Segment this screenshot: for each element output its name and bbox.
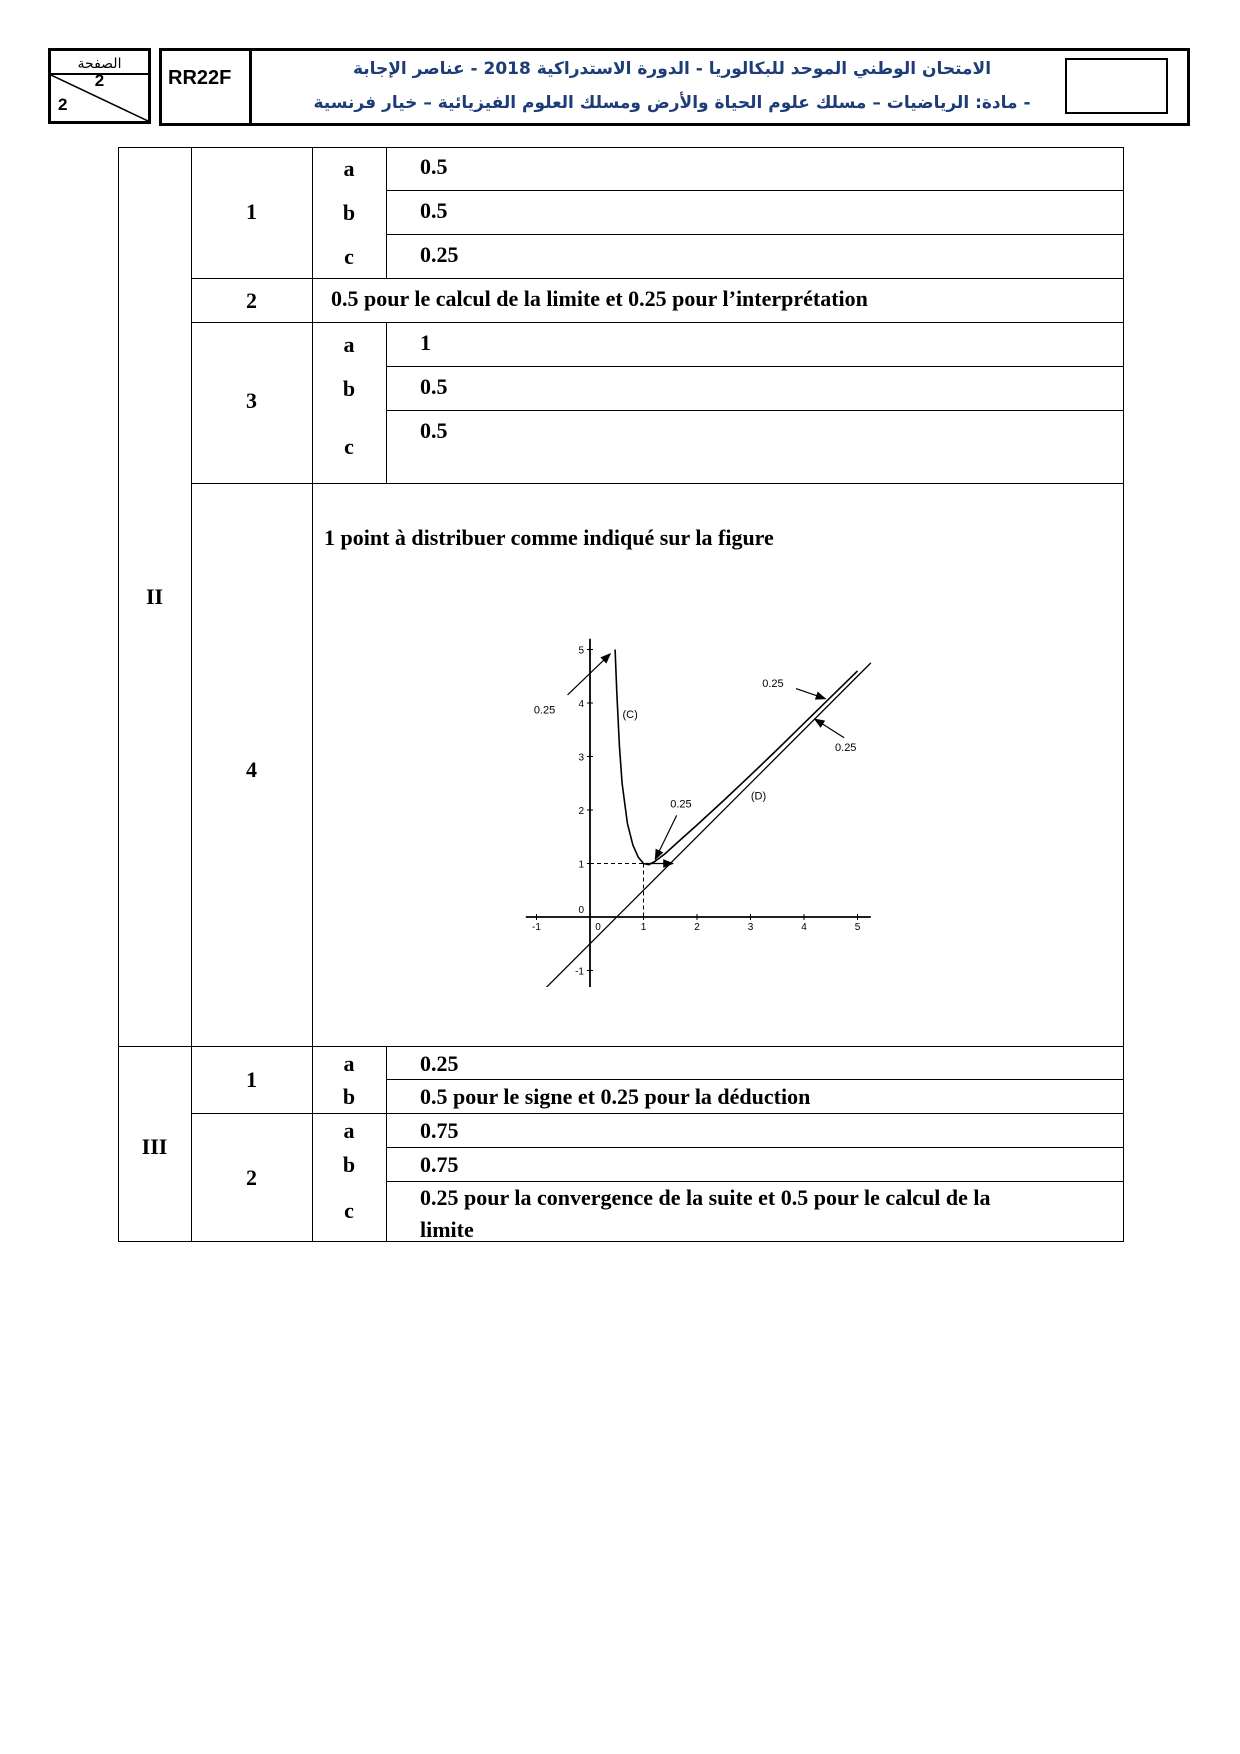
x-tick-label: 0 <box>595 922 601 933</box>
annotation-arrow <box>568 654 611 695</box>
table-border-right <box>1123 147 1124 1241</box>
curve-C <box>615 650 857 865</box>
col-sep-3c <box>386 1046 387 1241</box>
item-label: a <box>343 332 355 357</box>
x-tick-label: 5 <box>854 922 861 933</box>
annotation-label: 0.25 <box>835 742 857 755</box>
x-tick-label: -1 <box>532 922 541 933</box>
row-sep <box>386 366 1124 367</box>
question-number: 2 <box>246 288 257 313</box>
exercise-label-III: III <box>141 1134 168 1159</box>
score-value: 0.25 <box>420 242 459 267</box>
row-sep <box>386 410 1124 411</box>
y-tick-label: 2 <box>578 806 584 817</box>
exam-title: الامتحان الوطني الموحد للبكالوريا - الدورة الاستدراكية 2018 - عناصر الإجابة <box>352 59 992 79</box>
score-value: 0.25 <box>420 1051 459 1076</box>
score-value: 0.5 <box>420 374 448 399</box>
question-number: 1 <box>246 1067 257 1092</box>
line-D <box>537 663 871 987</box>
exercise-label-II: II <box>145 584 164 609</box>
page-number: 2 <box>94 71 105 90</box>
col-sep-3b <box>386 322 387 483</box>
x-tick-label: 3 <box>747 922 754 933</box>
table-border-top <box>118 147 1124 148</box>
header-empty-box <box>1065 58 1168 114</box>
graph-ticks <box>532 646 861 978</box>
y-tick-label: 0 <box>578 905 584 916</box>
annotation-label: 0.25 <box>533 704 556 717</box>
row-sep <box>386 190 1124 191</box>
graph-series <box>537 650 871 988</box>
page-label: الصفحة <box>77 56 122 72</box>
y-tick-label: 5 <box>578 645 584 657</box>
item-label: a <box>343 1118 355 1143</box>
score-value: 0.5 <box>420 198 448 223</box>
item-label: b <box>342 200 356 225</box>
table-border-left <box>118 147 119 1241</box>
item-label: a <box>343 1051 355 1076</box>
subject-code-cell <box>162 51 252 123</box>
question-number: 1 <box>246 199 257 224</box>
annotation-label: (C) <box>622 708 638 721</box>
annotation-label: 0.25 <box>670 798 692 811</box>
annotation-arrow <box>796 689 825 699</box>
question-number: 3 <box>246 388 257 413</box>
score-description: 0.5 pour le calcul de la limite et 0.25 pour l’interprétation <box>331 286 868 311</box>
annotation-label: 0.25 <box>762 677 784 690</box>
score-value: 0.75 <box>420 1152 459 1177</box>
y-tick-label: 3 <box>578 752 584 764</box>
item-label: b <box>342 376 356 401</box>
row-sep <box>191 278 1124 279</box>
row-sep <box>191 322 1124 323</box>
score-value: 0.5 <box>420 418 448 443</box>
item-label: a <box>343 156 355 181</box>
exam-header <box>159 48 1190 126</box>
y-tick-label: 1 <box>578 859 584 871</box>
subject-code: RR22F <box>168 67 232 89</box>
score-description: 1 point à distribuer comme indiqué sur la figure <box>324 525 774 550</box>
score-value: 0.5 <box>420 154 448 179</box>
graph-svg <box>520 617 880 987</box>
function-graph <box>520 617 880 987</box>
row-sep <box>191 483 1124 484</box>
page-number-box <box>48 48 151 124</box>
item-label: b <box>342 1084 356 1109</box>
table-border-bottom <box>118 1241 1124 1242</box>
annotation-label: (D) <box>750 790 767 803</box>
page-total: 2 <box>58 95 68 114</box>
score-description: 0.5 pour le signe et 0.25 pour la déduction <box>420 1084 811 1109</box>
x-tick-label: 4 <box>801 922 807 933</box>
score-value: 0.75 <box>420 1118 459 1143</box>
row-sep <box>386 1147 1124 1148</box>
col-sep-3a <box>386 147 387 278</box>
item-label: c <box>344 1198 354 1223</box>
exam-subtitle: - مادة: الرياضيات – مسلك علوم الحياة والأرض ومسلك العلوم الفيزيائية – خيار فرنسية <box>313 93 1031 113</box>
item-label: c <box>344 434 354 459</box>
question-number: 2 <box>246 1165 257 1190</box>
item-label: c <box>344 244 354 269</box>
question-number: 4 <box>246 757 257 782</box>
score-description: 0.25 pour la convergence de la suite et 0.5 pour le calcul de la <box>420 1185 991 1210</box>
y-tick-label: -1 <box>575 966 584 978</box>
section-sep <box>118 1046 1124 1047</box>
x-tick-label: 2 <box>694 922 700 933</box>
y-tick-label: 4 <box>578 699 584 710</box>
annotation-arrow <box>815 719 844 738</box>
score-description-cont: limite <box>420 1217 474 1242</box>
row-sep <box>386 234 1124 235</box>
x-tick-label: 1 <box>640 922 647 933</box>
score-value: 1 <box>420 330 431 355</box>
item-label: b <box>342 1152 356 1177</box>
